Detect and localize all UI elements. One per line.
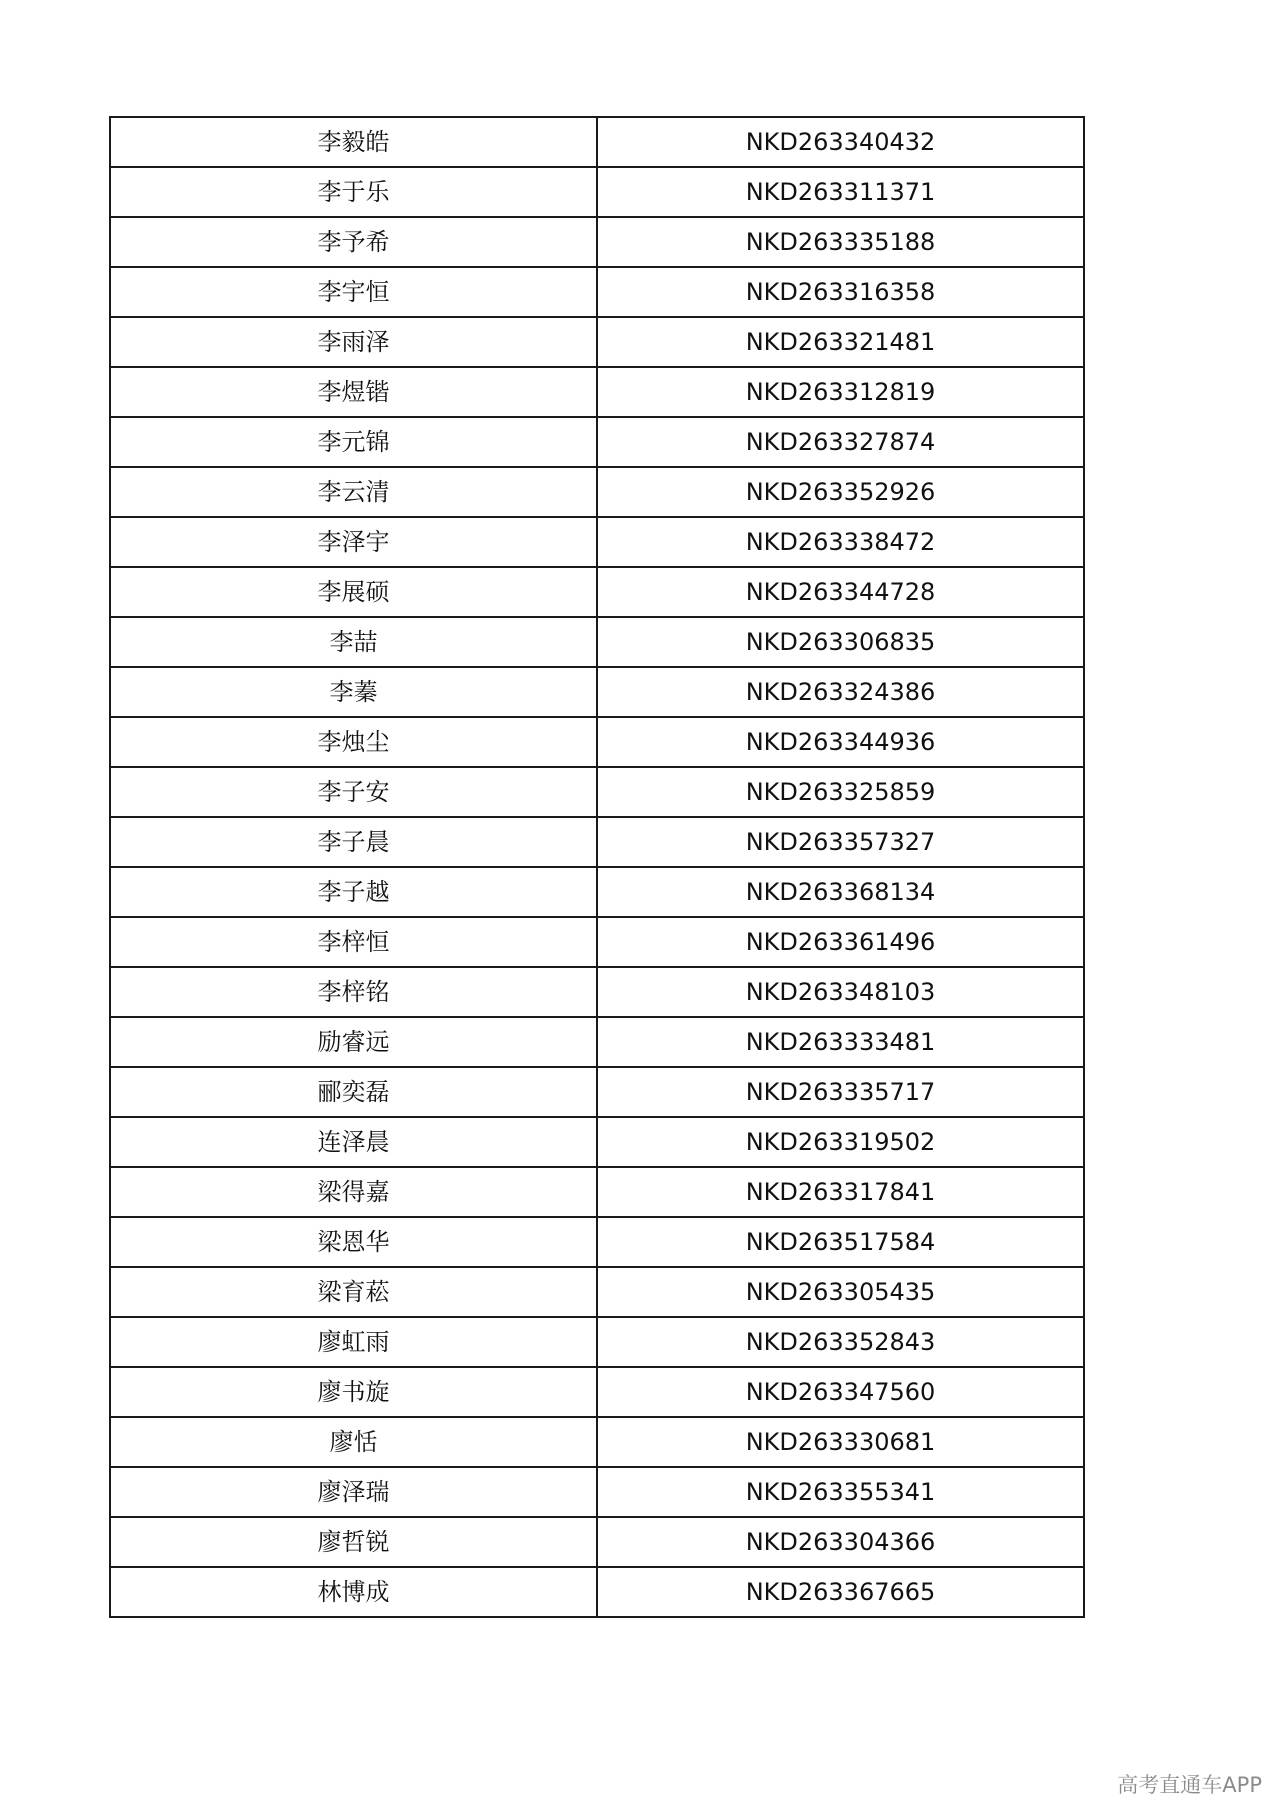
name-cell: 廖泽瑞	[110, 1467, 597, 1517]
table-row	[110, 467, 1084, 517]
id-cell: NKD263361496	[597, 917, 1084, 967]
table-row	[110, 1167, 1084, 1217]
name-cell: 廖哲锐	[110, 1517, 597, 1567]
name-cell: 李子安	[110, 767, 597, 817]
table-row	[110, 967, 1084, 1017]
id-cell: NKD263321481	[597, 317, 1084, 367]
table-row	[110, 817, 1084, 867]
table-row	[110, 367, 1084, 417]
table-row	[110, 917, 1084, 967]
id-cell: NKD263312819	[597, 367, 1084, 417]
table-row	[110, 1117, 1084, 1167]
table-row	[110, 617, 1084, 667]
name-cell: 廖恬	[110, 1417, 597, 1467]
name-cell: 李梓铭	[110, 967, 597, 1017]
table-row	[110, 1517, 1084, 1567]
id-cell: NKD263340432	[597, 117, 1084, 167]
name-cell: 李于乐	[110, 167, 597, 217]
table-row	[110, 1017, 1084, 1067]
name-cell: 李煜锴	[110, 367, 597, 417]
id-cell: NKD263368134	[597, 867, 1084, 917]
table-row	[110, 717, 1084, 767]
id-cell: NKD263304366	[597, 1517, 1084, 1567]
table-row	[110, 1367, 1084, 1417]
name-cell: 连泽晨	[110, 1117, 597, 1167]
name-cell: 李蓁	[110, 667, 597, 717]
table-row	[110, 1217, 1084, 1267]
name-cell: 梁恩华	[110, 1217, 597, 1267]
name-cell: 李雨泽	[110, 317, 597, 367]
id-cell: NKD263316358	[597, 267, 1084, 317]
id-cell: NKD263344936	[597, 717, 1084, 767]
name-cell: 梁得嘉	[110, 1167, 597, 1217]
table-row	[110, 867, 1084, 917]
name-cell: 李展硕	[110, 567, 597, 617]
id-cell: NKD263324386	[597, 667, 1084, 717]
table-row	[110, 517, 1084, 567]
id-cell: NKD263317841	[597, 1167, 1084, 1217]
id-cell: NKD263357327	[597, 817, 1084, 867]
id-cell: NKD263355341	[597, 1467, 1084, 1517]
id-cell: NKD263347560	[597, 1367, 1084, 1417]
id-cell: NKD263306835	[597, 617, 1084, 667]
name-cell: 廖虹雨	[110, 1317, 597, 1367]
name-cell: 李云清	[110, 467, 597, 517]
id-cell: NKD263352843	[597, 1317, 1084, 1367]
name-cell: 李元锦	[110, 417, 597, 467]
roster-table-body	[110, 117, 1084, 1617]
id-cell: NKD263348103	[597, 967, 1084, 1017]
table-row	[110, 767, 1084, 817]
name-cell: 李梓恒	[110, 917, 597, 967]
id-cell: NKD263352926	[597, 467, 1084, 517]
id-cell: NKD263330681	[597, 1417, 1084, 1467]
id-cell: NKD263335188	[597, 217, 1084, 267]
name-cell: 林博成	[110, 1567, 597, 1617]
table-row	[110, 1467, 1084, 1517]
name-cell: 李毅皓	[110, 117, 597, 167]
name-cell: 李宇恒	[110, 267, 597, 317]
table-row	[110, 217, 1084, 267]
table-row	[110, 117, 1084, 167]
id-cell: NKD263311371	[597, 167, 1084, 217]
name-cell: 李子晨	[110, 817, 597, 867]
table-row	[110, 667, 1084, 717]
name-cell: 郦奕磊	[110, 1067, 597, 1117]
name-cell: 李子越	[110, 867, 597, 917]
id-cell: NKD263367665	[597, 1567, 1084, 1617]
table-row	[110, 1067, 1084, 1117]
table-row	[110, 317, 1084, 367]
id-cell: NKD263344728	[597, 567, 1084, 617]
id-cell: NKD263325859	[597, 767, 1084, 817]
id-cell: NKD263327874	[597, 417, 1084, 467]
watermark-text: 高考直通车APP	[1117, 1773, 1262, 1797]
table-row	[110, 167, 1084, 217]
name-cell: 李烛尘	[110, 717, 597, 767]
id-cell: NKD263305435	[597, 1267, 1084, 1317]
name-cell: 李予希	[110, 217, 597, 267]
table-row	[110, 567, 1084, 617]
id-cell: NKD263333481	[597, 1017, 1084, 1067]
name-cell: 李喆	[110, 617, 597, 667]
table-row	[110, 1567, 1084, 1617]
id-cell: NKD263335717	[597, 1067, 1084, 1117]
id-cell: NKD263517584	[597, 1217, 1084, 1267]
name-cell: 励睿远	[110, 1017, 597, 1067]
id-cell: NKD263319502	[597, 1117, 1084, 1167]
table-row	[110, 1417, 1084, 1467]
id-cell: NKD263338472	[597, 517, 1084, 567]
table-row	[110, 417, 1084, 467]
table-row	[110, 1267, 1084, 1317]
table-row	[110, 267, 1084, 317]
name-cell: 李泽宇	[110, 517, 597, 567]
name-cell: 廖书旋	[110, 1367, 597, 1417]
name-cell: 梁育菘	[110, 1267, 597, 1317]
table-row	[110, 1317, 1084, 1367]
roster-table	[109, 116, 1085, 1618]
